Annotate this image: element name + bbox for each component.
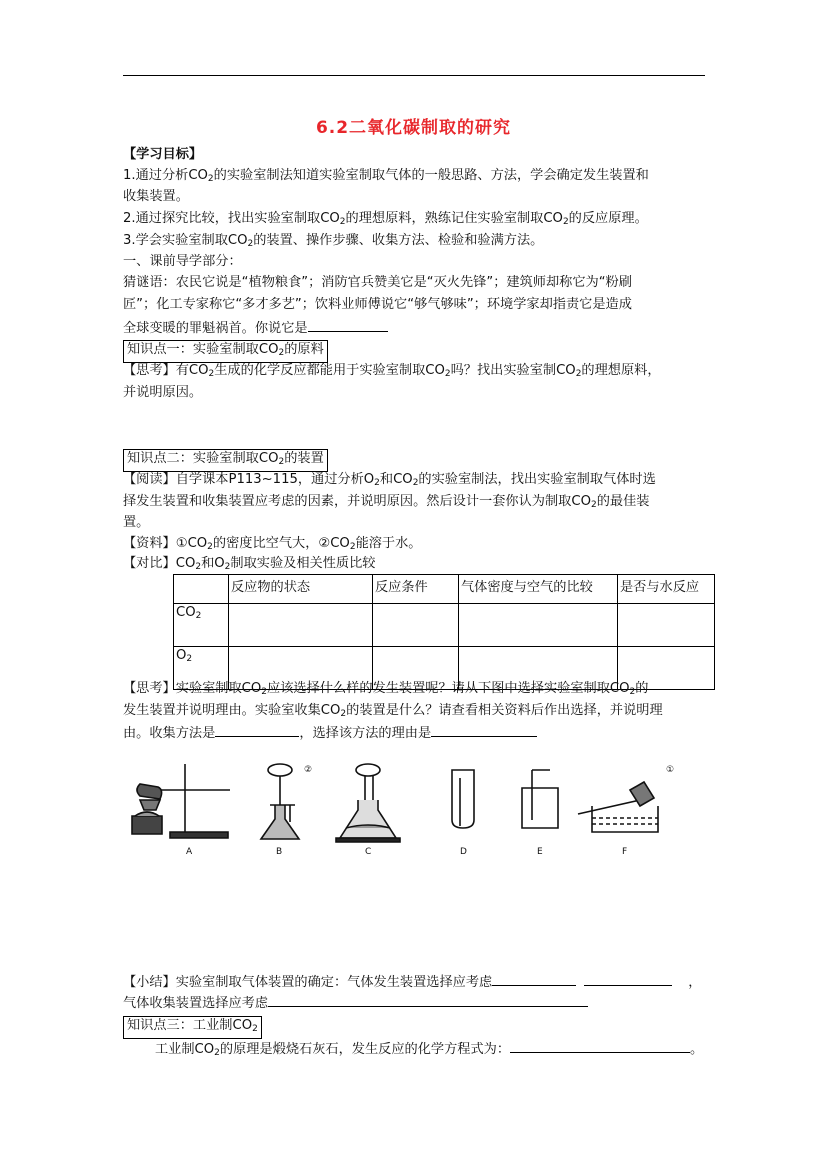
- kp2-read-line-1: 【阅读】自学课本P113~115，通过分析$O_2$和$CO_2$的实验室制法，找出实验室制取气体时选: [123, 472, 656, 488]
- apparatus-f: [578, 765, 674, 832]
- apparatus-d: [452, 770, 474, 828]
- reason-blank[interactable]: [431, 723, 537, 737]
- label-b: B: [276, 847, 283, 857]
- kp1-label: 知识点一：实验室制取$CO_2$的原料: [123, 340, 328, 363]
- equation-blank[interactable]: [510, 1039, 690, 1053]
- preview-heading: 一、课前导学部分：: [123, 254, 242, 269]
- table-header-cell: 反应条件: [373, 575, 459, 604]
- kp2-label: 知识点二：实验室制取$CO_2$的装置: [123, 449, 328, 472]
- summary-blank-3[interactable]: [268, 993, 588, 1007]
- objective-1-line-2: 收集装置。: [123, 189, 189, 204]
- mark-2: ②: [304, 765, 313, 775]
- row-label-o2: $O_2$: [174, 647, 229, 690]
- table-cell[interactable]: [229, 604, 373, 647]
- apparatus-c: [336, 764, 400, 842]
- summary-line-2: 气体收集装置选择应考虑: [123, 993, 588, 1013]
- kp1-think-line-2: 并说明原因。: [123, 385, 203, 400]
- table-header-row: [174, 575, 715, 604]
- label-e: E: [537, 847, 543, 857]
- table-cell[interactable]: [618, 604, 715, 647]
- label-c: C: [365, 847, 372, 857]
- table-row: [174, 604, 715, 647]
- kp2-think-line-3: 由。收集方法是 ，选择该方法的理由是: [123, 723, 537, 743]
- table-header-cell: [174, 575, 229, 604]
- apparatus-a: [132, 764, 230, 838]
- objectives-heading: 【学习目标】: [123, 147, 203, 162]
- summary-blank-2[interactable]: [584, 972, 672, 986]
- header-rule: [123, 75, 705, 76]
- objective-3: 3.学会实验室制取$CO_2$的装置、操作步骤、收集方法、检验和验满方法。: [123, 233, 544, 249]
- page-title: 6.2二氧化碳制取的研究: [315, 118, 512, 138]
- kp3-label: 知识点三：工业制$CO_2$: [123, 1016, 262, 1039]
- riddle-answer-blank[interactable]: [308, 318, 388, 332]
- kp2-think-line-1: 【思考】实验室制取$CO_2$应该选择什么样的发生装置呢？请从下图中选择实验室制取$CO_2$的: [123, 681, 649, 697]
- riddle-line-2: 匠”；化工专家称它“多才多艺”；饮料业师傅说它“够气够味”；环境学家却指责它是造成: [123, 297, 632, 312]
- apparatus-b: [261, 764, 312, 839]
- kp3-text: 工业制$CO_2$的原理是煅烧石灰石，发生反应的化学方程式为： 。: [155, 1039, 703, 1062]
- summary-blank-1[interactable]: [492, 972, 576, 986]
- row-label-co2: $CO_2$: [174, 604, 229, 647]
- mark-1: ①: [666, 765, 675, 775]
- riddle-line-1: 猜谜语：农民它说是“植物粮食”；消防官兵赞美它是“灭火先锋”；建筑师却称它为“粉刷: [123, 275, 632, 290]
- table-cell[interactable]: [459, 604, 618, 647]
- objective-2: 2.通过探究比较，找出实验室制取$CO_2$的理想原料，熟练记住实验室制取$CO_2$的反应原理。: [123, 211, 648, 227]
- label-f: F: [622, 847, 628, 857]
- comparison-table: [173, 574, 715, 690]
- objective-1-line-1: 1.通过分析$CO_2$的实验室制法知道实验室制取气体的一般思路、方法，学会确定发生装置和: [123, 168, 649, 184]
- collection-method-blank[interactable]: [215, 723, 299, 737]
- table-header-cell: 气体密度与空气的比较: [459, 575, 618, 604]
- kp2-data: 【资料】$①CO_2$的密度比空气大，$②CO_2$能溶于水。: [123, 536, 422, 552]
- riddle-line-3: 全球变暖的罪魁祸首。你说它是: [123, 318, 388, 338]
- kp2-think-line-2: 发生装置并说明理由。实验室收集$CO_2$的装置是什么？请查看相关资料后作出选择，并说明理: [123, 703, 663, 719]
- kp2-read-line-2: 择发生装置和收集装置应考虑的因素，并说明原因。然后设计一套你认为制取$CO_2$的最佳装: [123, 494, 650, 510]
- table-header-cell: 是否与水反应: [618, 575, 715, 604]
- label-a: A: [186, 847, 193, 857]
- apparatus-figure: [130, 760, 710, 860]
- kp2-compare: 【对比】$CO_2$和$O_2$制取实验及相关性质比较: [123, 556, 376, 572]
- kp1-think-line-1: 【思考】有$CO_2$生成的化学反应都能用于实验室制取$CO_2$吗？找出实验室制$CO_2$的理想原料，: [123, 363, 661, 379]
- apparatus-e: [522, 770, 558, 828]
- table-cell[interactable]: [373, 604, 459, 647]
- table-header-cell: 反应物的状态: [229, 575, 373, 604]
- label-d: D: [460, 847, 467, 857]
- summary-line-1: 【小结】实验室制取气体装置的确定：气体发生装置选择应考虑 ，: [123, 972, 701, 992]
- kp2-read-line-3: 置。: [123, 515, 150, 530]
